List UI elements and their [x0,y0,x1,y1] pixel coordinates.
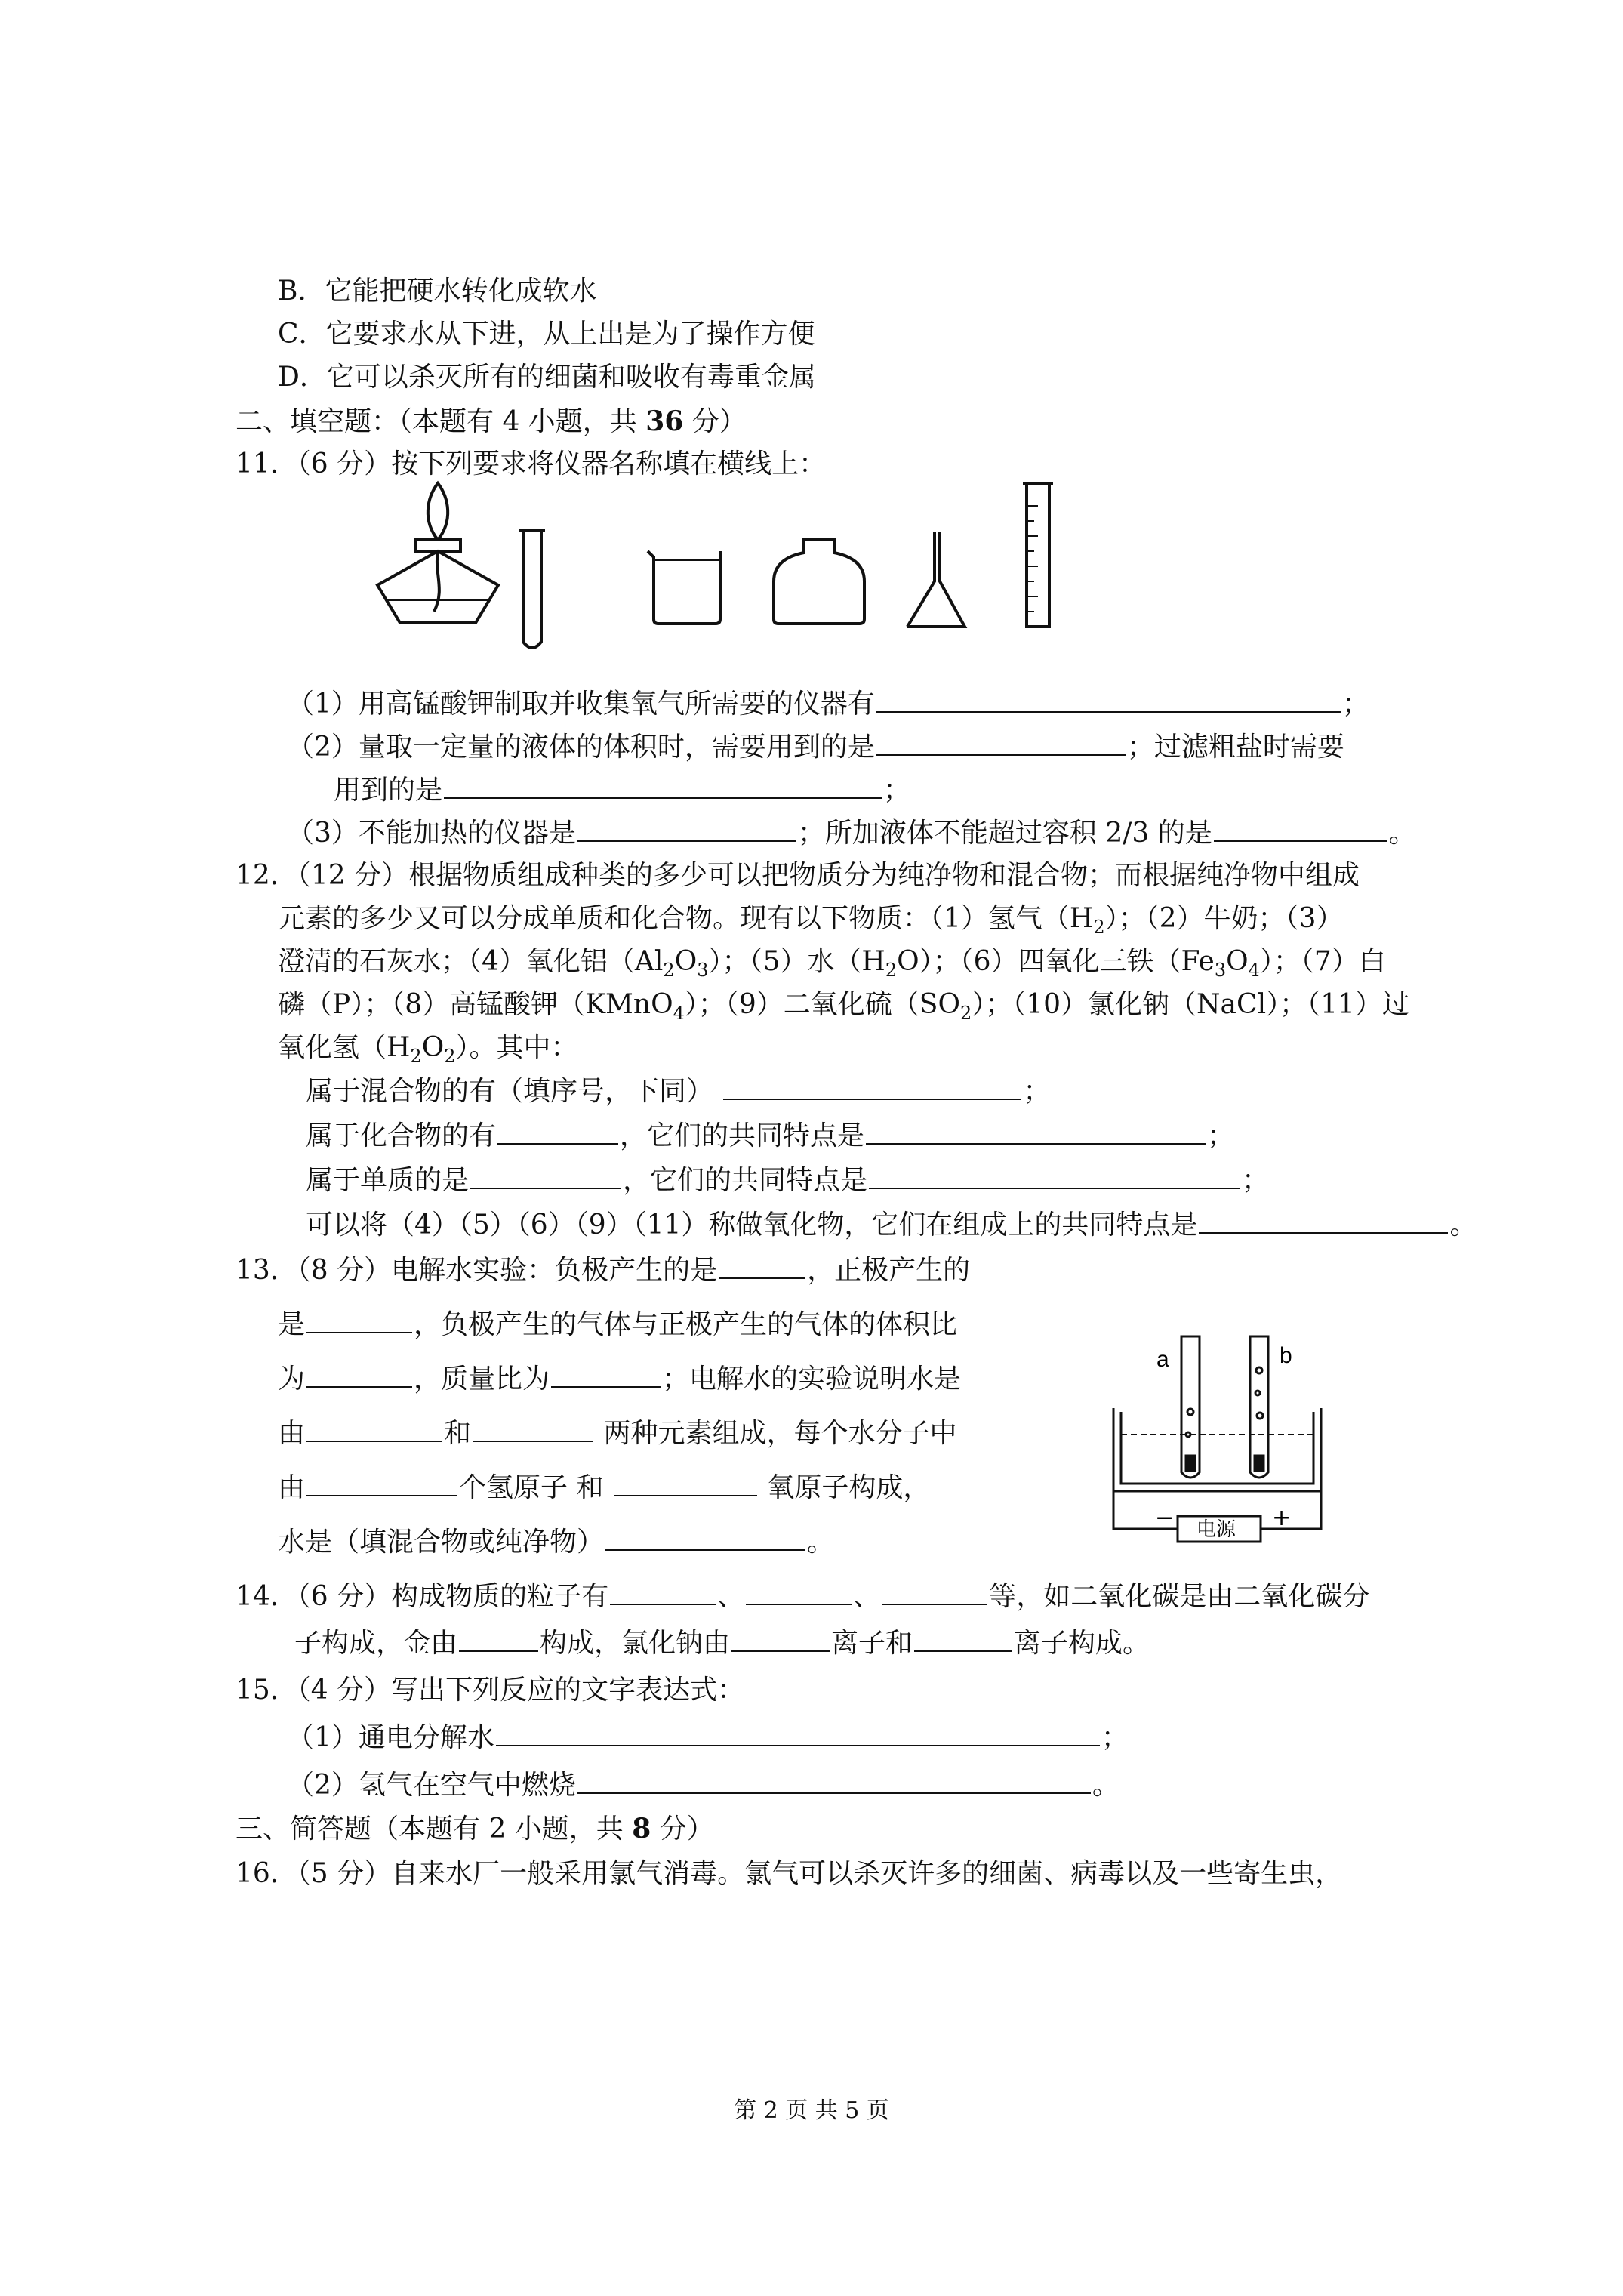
answer-blank[interactable] [496,1719,1100,1746]
q14-line1: 14．（6 分）构成物质的粒子有 、 、 等，如二氧化碳是由二氧化碳分 [236,1578,1369,1615]
answer-blank[interactable] [866,1117,1206,1145]
q13-line3: 为 ，质量比为 ；电解水的实验说明水是 [278,1361,961,1398]
electrolysis-apparatus-figure [1110,1321,1366,1555]
q15-part1: （1）通电分解水 ； [287,1719,1129,1756]
funnel-icon [907,532,965,627]
q12-oxides: 可以将（4）（5）（6）（9）（11）称做氧化物，它们在组成上的共同特点是 。 [306,1207,1477,1244]
answer-blank[interactable] [731,1625,830,1652]
answer-blank[interactable] [497,1117,618,1145]
answer-blank[interactable] [723,1073,1021,1100]
answer-blank[interactable] [306,1469,457,1496]
graduated-cylinder-icon [1023,483,1053,627]
answer-blank[interactable] [914,1625,1012,1652]
q10-option-d: D．它可以杀灭所有的细菌和吸收有毒重金属 [278,362,816,393]
q10-option-c: C．它要求水从下进，从上出是为了操作方便 [278,319,815,350]
answer-blank[interactable] [1214,815,1387,842]
answer-blank[interactable] [444,772,882,799]
wide-mouth-bottle-icon [774,540,864,624]
answer-blank[interactable] [869,1162,1240,1189]
answer-blank[interactable] [473,1415,593,1442]
answer-blank[interactable] [1199,1207,1448,1234]
label-b: b [1280,1343,1292,1368]
q13-line1: 13．（8 分）电解水实验：负极产生的是 ，正极产生的 [236,1252,970,1289]
alcohol-lamp-icon [377,483,498,623]
q15-part2: （2）氢气在空气中燃烧 。 [287,1767,1119,1804]
q12-line2: 元素的多少又可以分成单质和化合物。现有以下物质：（1）氢气$(H_2)$；（2）牛奶；（3） [278,903,1344,938]
test-tube-icon [519,530,545,648]
beaker-icon [648,551,720,624]
answer-blank[interactable] [459,1625,538,1652]
answer-blank[interactable] [551,1361,661,1388]
q12-compounds: 属于化合物的有 ，它们的共同特点是 ； [306,1117,1234,1154]
answer-blank[interactable] [577,815,796,842]
lab-instruments-figure [362,476,1147,657]
q11-stem: 11．（6 分）按下列要求将仪器名称填在横线上： [236,448,827,479]
answer-blank[interactable] [876,686,1341,713]
answer-blank[interactable] [746,1578,852,1605]
q13-line2: 是 ，负极产生的气体与正极产生的气体的体积比 [278,1306,957,1343]
q12-mixtures: 属于混合物的有（填序号，下同） ； [306,1073,1050,1110]
q11-part3: （3）不能加热的仪器是 ；所加液体不能超过容积 2/3 的是 。 [287,815,1416,852]
q13-line6: 水是（填混合物或纯净物） 。 [278,1524,834,1561]
page-footer: 第 2 页 共 5 页 [734,2097,889,2124]
q11-part2: （2）量取一定量的液体的体积时，需要用到的是 ；过滤粗盐时需要 [287,729,1344,766]
trough [1113,1408,1321,1491]
q12-line4: 磷（P）；（8）高锰酸钾（KMnO$_4$）；（9）二氧化硫$(SO_2)$；（10）氯化钠（NaCl）；（11）过 [278,989,1409,1025]
answer-blank[interactable] [306,1415,442,1442]
answer-blank[interactable] [306,1306,412,1333]
minus-sign: − [1155,1505,1175,1531]
q16-line1: 16．（5 分）自来水厂一般采用氯气消毒。氯气可以杀灭许多的细菌、病毒以及一些寄生虫， [236,1858,1343,1889]
q10-option-b: B．它能把硬水转化成软水 [278,276,597,307]
section2-title: 二、填空题：（本题有 4 小题，共 36 分） [236,405,747,437]
q12-line1: 12．（12 分）根据物质组成种类的多少可以把物质分为纯净物和混合物；而根据纯净物中组成 [236,860,1360,891]
q12-elements: 属于单质的是 ，它们的共同特点是 ； [306,1162,1269,1199]
answer-blank[interactable] [470,1162,621,1189]
q14-line2: 子构成，金由 构成，氯化钠由 离子和 离子构成。 [294,1625,1150,1662]
answer-blank[interactable] [610,1578,716,1605]
answer-blank[interactable] [876,729,1126,756]
q13-line4: 由 和 两种元素组成，每个水分子中 [278,1415,957,1452]
q12-line5: 氧化氢$(H_2O_2)$。其中： [278,1032,578,1068]
label-a: a [1156,1347,1169,1372]
answer-blank[interactable] [306,1361,412,1388]
q13-line5: 由 个氢原子 和 氧原子构成， [278,1469,930,1506]
answer-blank[interactable] [882,1578,987,1605]
q11-part1: （1）用高锰酸钾制取并收集氧气所需要的仪器有 ； [287,686,1369,723]
section3-title: 三、简答题（本题有 2 小题，共 8 分） [236,1813,714,1845]
q15-stem: 15．（4 分）写出下列反应的文字表达式： [236,1675,745,1706]
answer-blank[interactable] [614,1469,757,1496]
answer-blank[interactable] [577,1767,1091,1794]
answer-blank[interactable] [719,1252,805,1279]
plus-sign: + [1272,1505,1292,1531]
q12-line3: 澄清的石灰水；（4）氧化铝$(Al_2O_3)$；（5）水$(H_2O)$；（6）四氧化三铁$(Fe_3O_4)$；（7）白 [278,946,1386,982]
q11-part2-cont: 用到的是 ； [334,772,910,809]
answer-blank[interactable] [605,1524,805,1551]
power-label: 电源 [1196,1518,1236,1541]
